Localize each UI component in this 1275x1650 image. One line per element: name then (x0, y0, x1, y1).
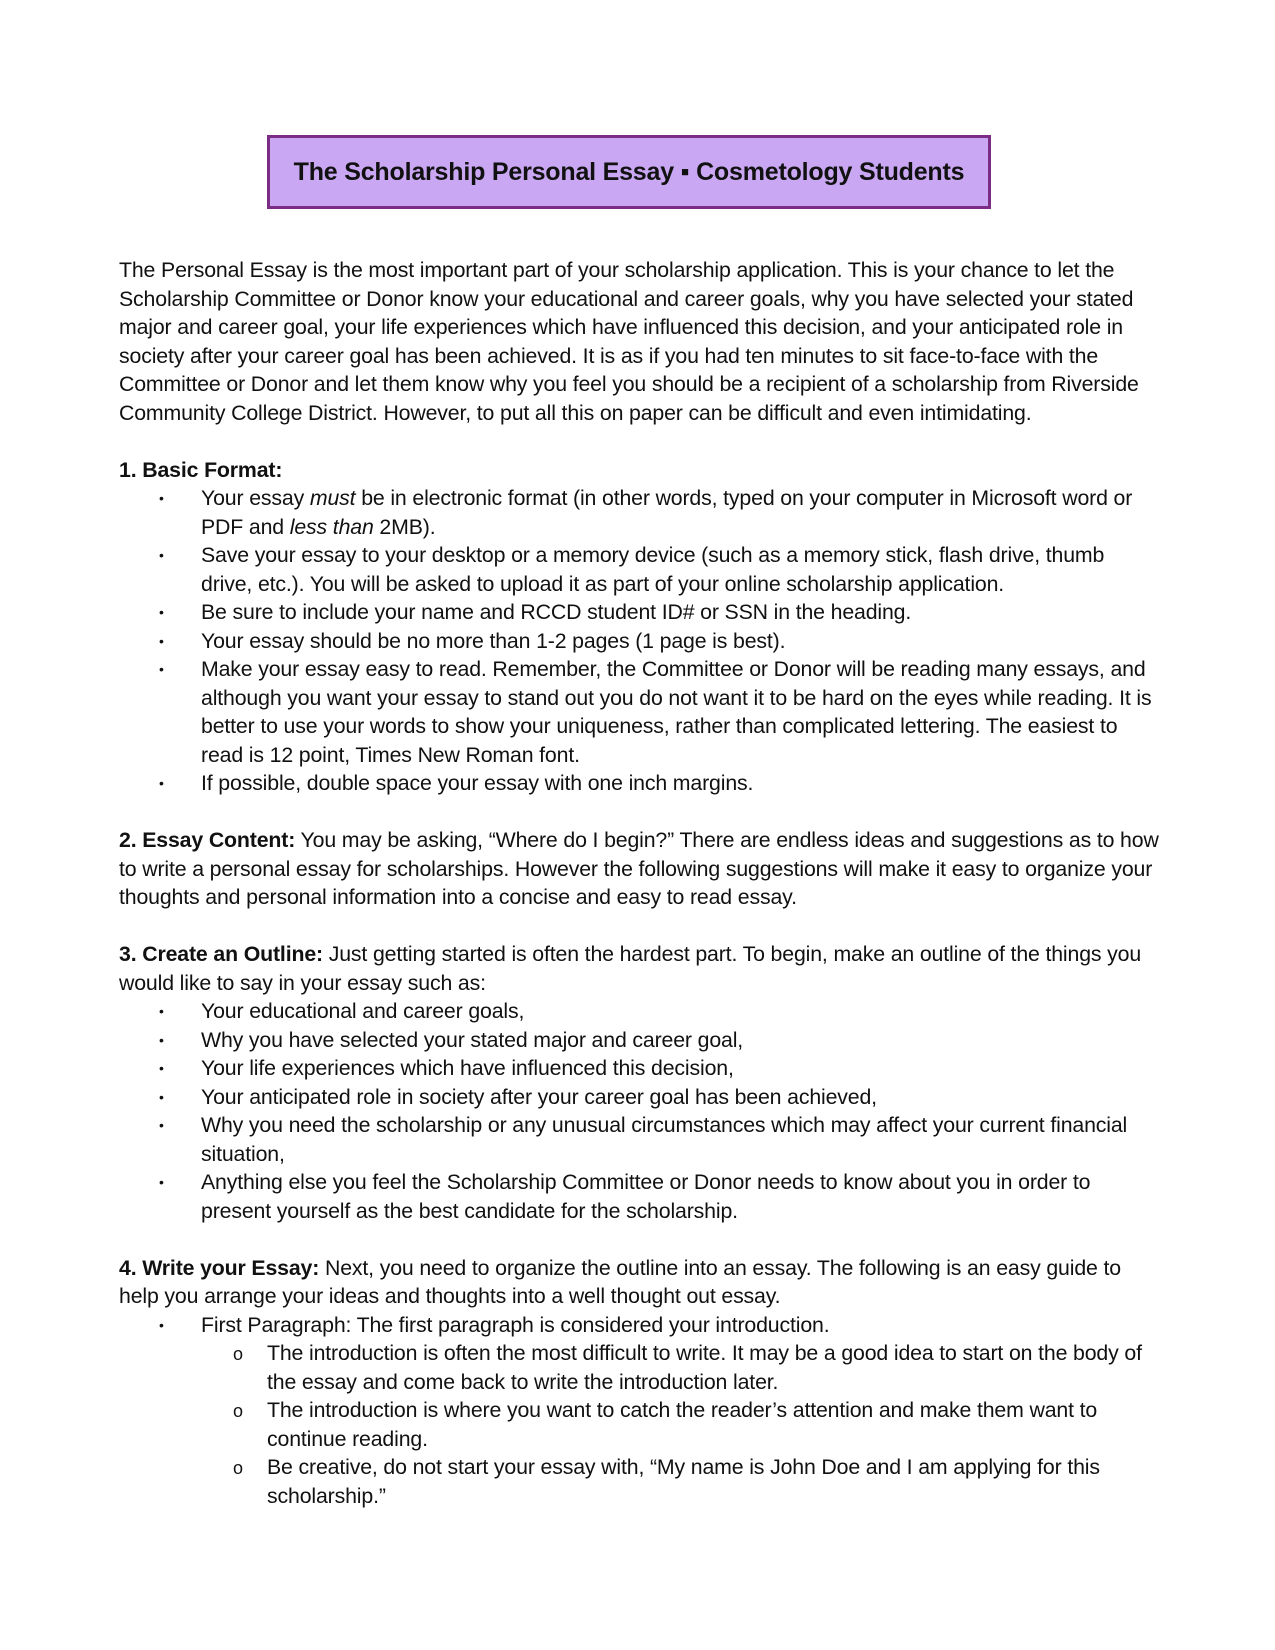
list-item: • Your anticipated role in society after your career goal has been achieved, (201, 1083, 1159, 1112)
list-item: • Your educational and career goals, (201, 997, 1159, 1026)
section-3-paragraph: 3. Create an Outline: Just getting started is often the hardest part. To begin, make an outline of the things you would like to say in your essay such as: (119, 942, 1142, 995)
list-item: • Why you need the scholarship or any unusual circumstances which may affect your current financial situation, (159, 1113, 1128, 1166)
bullet-icon: • (159, 490, 164, 506)
list-item: • Make your essay easy to read. Remember, the Committee or Donor will be reading many essays, and although you want your essay to stand out you do not want it to be hard on the eyes while reading. It is better to use your words to show your uniqueness, rather than complicated lettering. The easiest to read is 12 point, Times New Roman font. (159, 657, 1152, 767)
section-4-heading: 4. Write your Essay: (119, 1255, 320, 1280)
sub-list-item: o The introduction is where you want to catch the reader’s attention and make them want to continue reading. (233, 1398, 1098, 1451)
bullet-icon: • (159, 1060, 164, 1076)
section-1-heading: 1. Basic Format: (119, 457, 283, 482)
title-box (267, 135, 991, 209)
bullet-icon: • (159, 1088, 164, 1105)
list-item: • Your life experiences which have influenced this decision, (201, 1054, 1159, 1083)
list-item: • Your essay must be in electronic format (in other words, typed on your computer in Microsoft word or PDF and less than 2MB). (159, 486, 1133, 539)
list-item: • Why you have selected your stated major and career goal, (201, 1026, 1159, 1055)
circle-bullet-icon: o (233, 1344, 243, 1364)
section-4-paragraph: 4. Write your Essay: Next, you need to organize the outline into an essay. The following is an easy guide to help you arrange your ideas and thoughts into a well thought out essay. (119, 1255, 1121, 1308)
bullet-icon: • (159, 1003, 164, 1019)
circle-bullet-icon: o (233, 1458, 243, 1478)
section-4-list (119, 1311, 1159, 1511)
list-item: • Your essay should be no more than 1-2 pages (1 page is best). (201, 627, 1159, 656)
section-2-paragraph: 2. Essay Content: You may be asking, “Where do I begin?” There are endless ideas and suggestions as to how to write a personal essay for scholarships. However the following suggestions will make it easy to organize your thoughts and personal information into a concise and easy to read essay. (119, 828, 1159, 909)
circle-bullet-icon: o (233, 1401, 243, 1421)
section-3-heading: 3. Create an Outline: (119, 942, 323, 966)
section-4-sublist (201, 1339, 1159, 1510)
sub-list-item: o Be creative, do not start your essay with, “My name is John Doe and I am applying for this scholarship.” (233, 1455, 1100, 1508)
bullet-icon: • (159, 1174, 164, 1190)
document-body (119, 256, 1159, 1510)
list-item: • First Paragraph: The first paragraph is considered your introduction. o The introduction is often the most difficult to write. It may be a good idea to start on the body of the essay and come back to write the introduction later. o The introduction is where you want to catch the reader’s attention and make them want to continue reading. o Be creative, do not start your essay with, “My name is John Doe and I am applying for this scholarship.” (201, 1311, 1159, 1511)
intro-paragraph: The Personal Essay is the most important part of your scholarship application. This is your chance to let the Scholarship Committee or Donor know your educational and career goals, why you have selected your stated major and career goal, your life experiences which have influenced this decision, and your anticipated role in society after your career goal has been achieved. It is as if you had ten minutes to sit face-to-face with the Committee or Donor and let them know why you feel you should be a recipient of a scholarship from Riverside Community College District. However, to put all this on paper can be difficult and even intimidating. (119, 258, 1139, 425)
bullet-icon: • (159, 775, 164, 791)
section-3-list (119, 997, 1159, 1225)
bullet-icon: • (159, 1031, 164, 1048)
bullet-icon: • (159, 547, 164, 563)
sub-list-item: o The introduction is often the most difficult to write. It may be a good idea to start on the body of the essay and come back to write the introduction later. (233, 1341, 1142, 1394)
bullet-icon: • (159, 1117, 164, 1133)
list-item: • Be sure to include your name and RCCD student ID# or SSN in the heading. (201, 598, 1159, 627)
page-title: The Scholarship Personal Essay ▪ Cosmetology Students (293, 157, 965, 186)
list-item: • If possible, double space your essay with one inch margins. (201, 769, 1159, 798)
section-2-heading: 2. Essay Content: (119, 828, 296, 852)
bullet-icon: • (159, 661, 164, 677)
bullet-icon: • (159, 1316, 164, 1333)
bullet-icon: • (159, 632, 164, 649)
section-1-list (119, 484, 1159, 798)
list-item: • Anything else you feel the Scholarship Committee or Donor needs to know about you in order to present yourself as the best candidate for the scholarship. (159, 1170, 1091, 1223)
bullet-icon: • (159, 604, 164, 620)
list-item: • Save your essay to your desktop or a memory device (such as a memory stick, flash drive, thumb drive, etc.). You will be asked to upload it as part of your online scholarship application. (159, 543, 1105, 596)
